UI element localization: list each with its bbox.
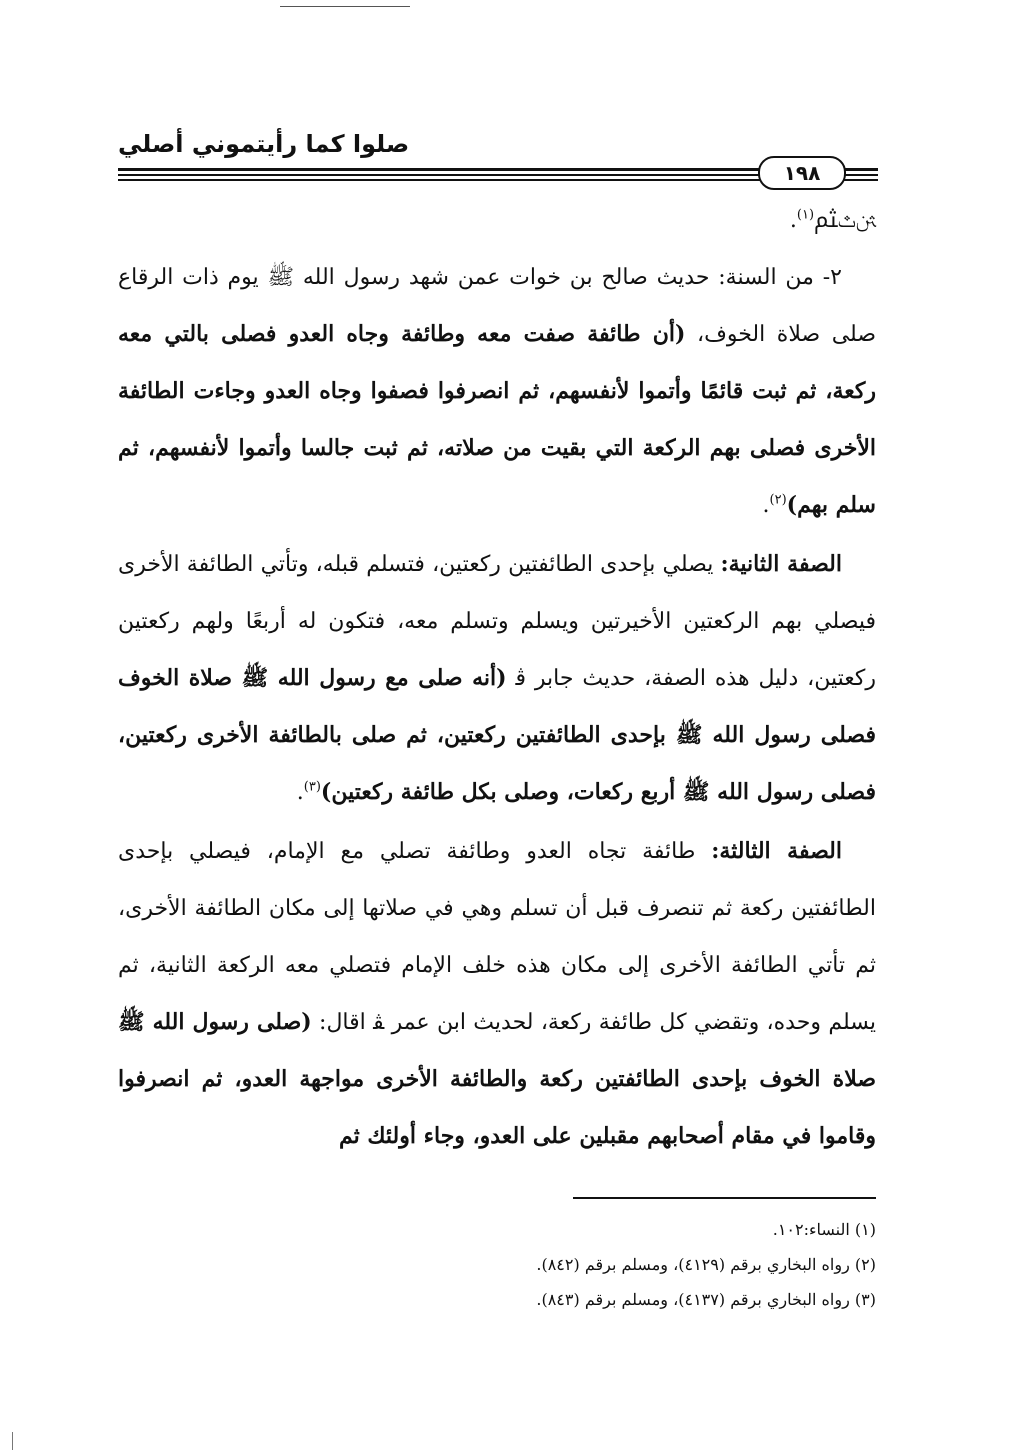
footnote-ref-2: (٢) bbox=[769, 492, 787, 508]
main-text bbox=[118, 192, 876, 1165]
paragraph-text: ٢- من السنة: حديث صالح بن خوات عمن شهد رسول الله ﷺ يوم ذات الرقاع صلى صلاة الخوف، bbox=[118, 265, 876, 347]
footnotes bbox=[400, 1212, 876, 1317]
footnote-ref-3: (٣) bbox=[303, 779, 321, 795]
running-title: صلوا كما رأيتموني أصلي bbox=[118, 130, 410, 158]
hadith-quote: (صلى رسول الله ﷺ صلاة الخوف بإحدى الطائفتين ركعة والطائفة الأخرى مواجهة العدو، ثم انصرفوا وقاموا في مقام أصحابهم مقبلين على العدو، وجاء أولئك ثم bbox=[118, 1009, 876, 1149]
section-lead: الصفة الثانية: bbox=[720, 551, 842, 577]
hadith-quote: (أنه صلى مع رسول الله ﷺ صلاة الخوف فصلى رسول الله ﷺ بإحدى الطائفتين ركعتين، ثم صلى بالطائفة الأخرى ركعتين، فصلى رسول الله ﷺ أربع ركعات، وصلى بكل طائفة ركعتين) bbox=[118, 665, 876, 805]
paragraph-sunnah-evidence bbox=[118, 249, 876, 534]
verse-fragment: ﱹﭢﱸ bbox=[814, 208, 876, 233]
paragraph-third-form bbox=[118, 823, 876, 1165]
footnote-2: (٢) رواه البخاري برقم (٤١٢٩)، ومسلم برقم (٨٤٢). bbox=[536, 1255, 876, 1274]
footnote-3: (٣) رواه البخاري برقم (٤١٣٧)، ومسلم برقم (٨٤٣). bbox=[536, 1290, 876, 1309]
paragraph-text: يصلي بإحدى الطائفتين ركعتين، فتسلم قبله، وتأتي الطائفة الأخرى فيصلي بهم الركعتين الأخيرتين ويسلم وتسلم معه، فتكون له أربعًا ولهم ركعتين ركعتين، دليل هذه الصفة، حديث جابر ﭬ bbox=[118, 552, 877, 691]
footnote-ref-1: (١) bbox=[796, 207, 815, 223]
page-header bbox=[118, 122, 878, 202]
paragraph-verse-ending: ﱹﭢﱸ$^{(١)}$. bbox=[789, 207, 876, 233]
paragraph-second-form bbox=[118, 536, 876, 821]
sentence-end: . bbox=[296, 780, 304, 805]
margin-mark bbox=[12, 1432, 13, 1450]
hadith-quote: (أن طائفة صفت معه وطائفة وجاه العدو فصلى بالتي معه ركعة، ثم ثبت قائمًا وأتموا لأنفسهم، ثم انصرفوا فصفوا وجاه العدو وجاءت الطائفة الأخرى فصلى بهم الركعة التي بقيت من صلاته، ثم ثبت جالسا وأتموا لأنفسهم، ثم سلم بهم) bbox=[118, 321, 876, 518]
page-number-badge bbox=[758, 156, 846, 190]
page-number: ١٩٨ bbox=[783, 161, 821, 185]
paragraph-text: طائفة تجاه العدو وطائفة تصلي مع الإمام، فيصلي بإحدى الطائفتين ركعة ثم تنصرف قبل أن تسلم وهي في صلاتها إلى مكان الطائفة الأخرى، ثم تأتي الطائفة الأخرى إلى مكان هذه خلف الإمام فتصلي معه الركعة الثانية، ثم يسلم وحده، وتقضي كل طائفة ركعة، لحديث ابن عمر ﭭ اقال: bbox=[118, 839, 876, 1035]
top-edge-rule bbox=[280, 6, 410, 7]
sentence-end: . bbox=[762, 493, 770, 518]
footnote-separator bbox=[573, 1197, 876, 1199]
section-lead: الصفة الثالثة: bbox=[711, 838, 842, 864]
footnote-1: (١) النساء:١٠٢. bbox=[772, 1220, 876, 1239]
